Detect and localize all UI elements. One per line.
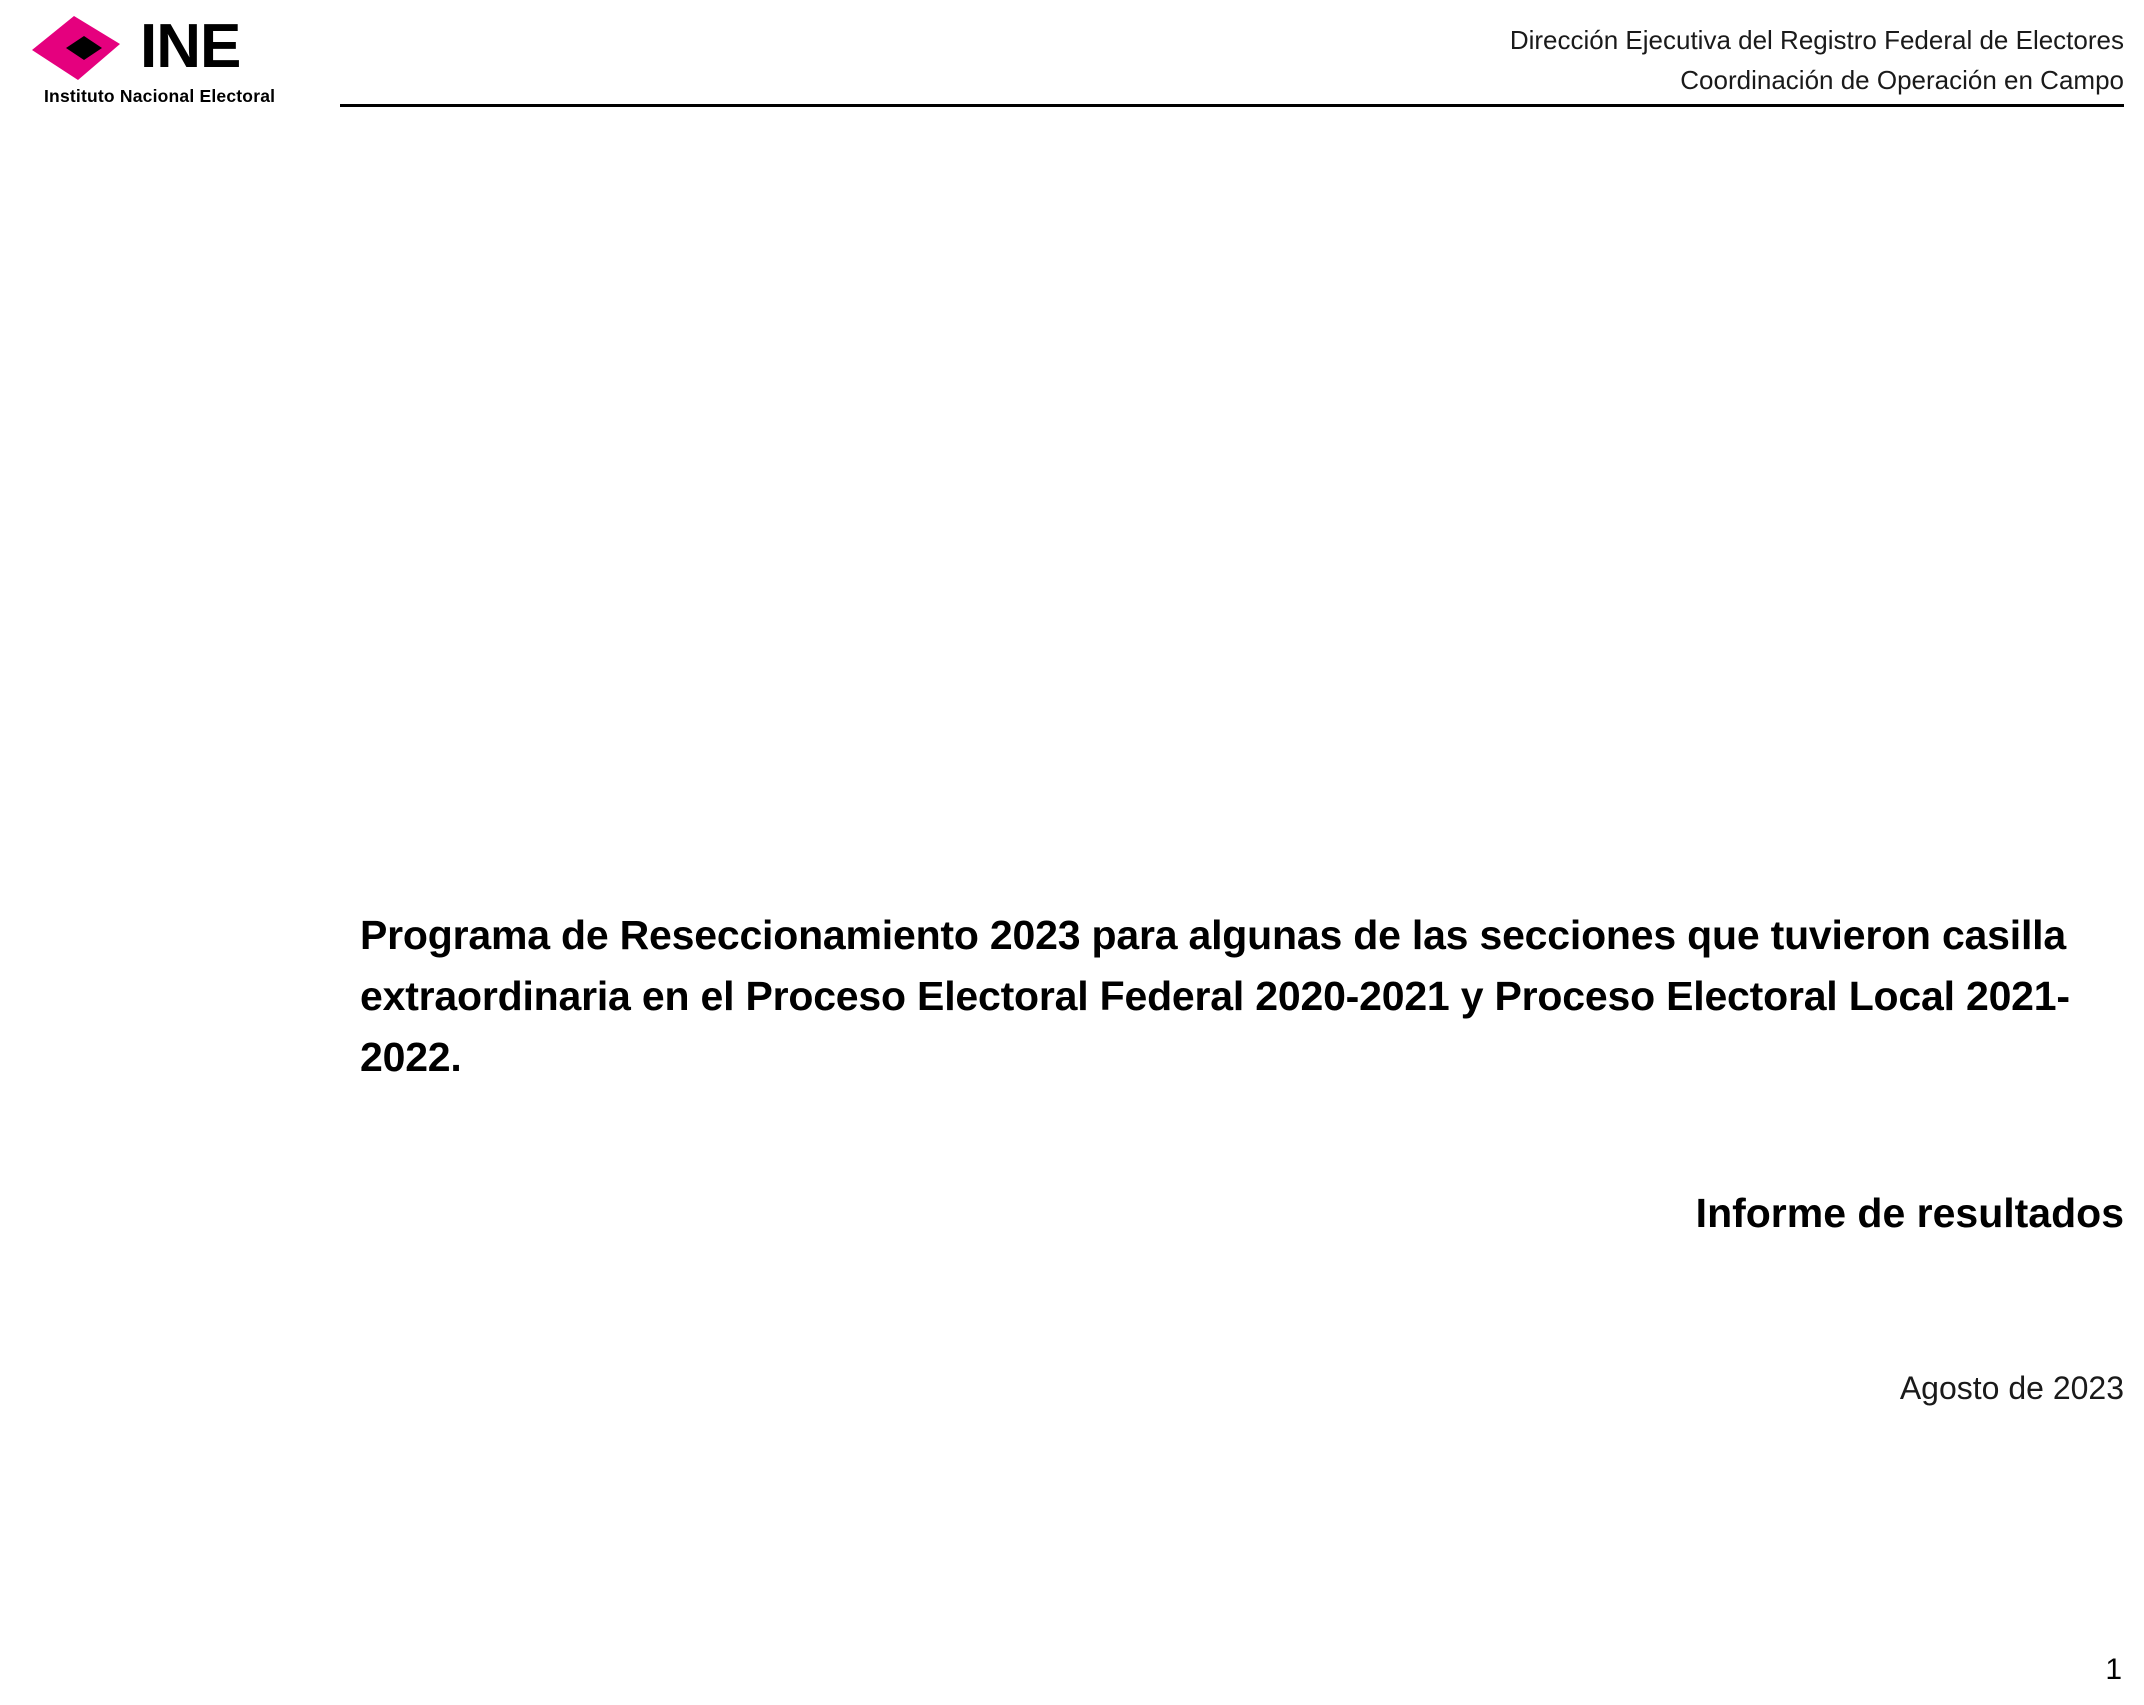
page-title: Programa de Reseccionamiento 2023 para algunas de las secciones que tuvieron casilla extraordinaria en el Proceso Electoral Federal 2020-2021 y Proceso Electoral Local 2021-2022. [360,912,2070,1080]
header-divider [340,104,2124,107]
header-line-2: Coordinación de Operación en Campo [1680,65,2124,95]
cover-subtitle: Informe de resultados [1695,1190,2124,1236]
header-line-1: Dirección Ejecutiva del Registro Federal de Electores [1509,25,2124,55]
page-number: 1 [2105,1653,2122,1686]
ine-institution-name: Instituto Nacional Electoral [44,86,276,106]
page-header [0,0,2144,120]
ine-logo [22,10,342,110]
ine-diamond-icon [22,14,142,84]
header-department-info [1510,20,2124,100]
ine-wordmark: INE [140,12,241,81]
cover-date: Agosto de 2023 [1899,1370,2124,1406]
cover-title-block [360,905,2125,1088]
